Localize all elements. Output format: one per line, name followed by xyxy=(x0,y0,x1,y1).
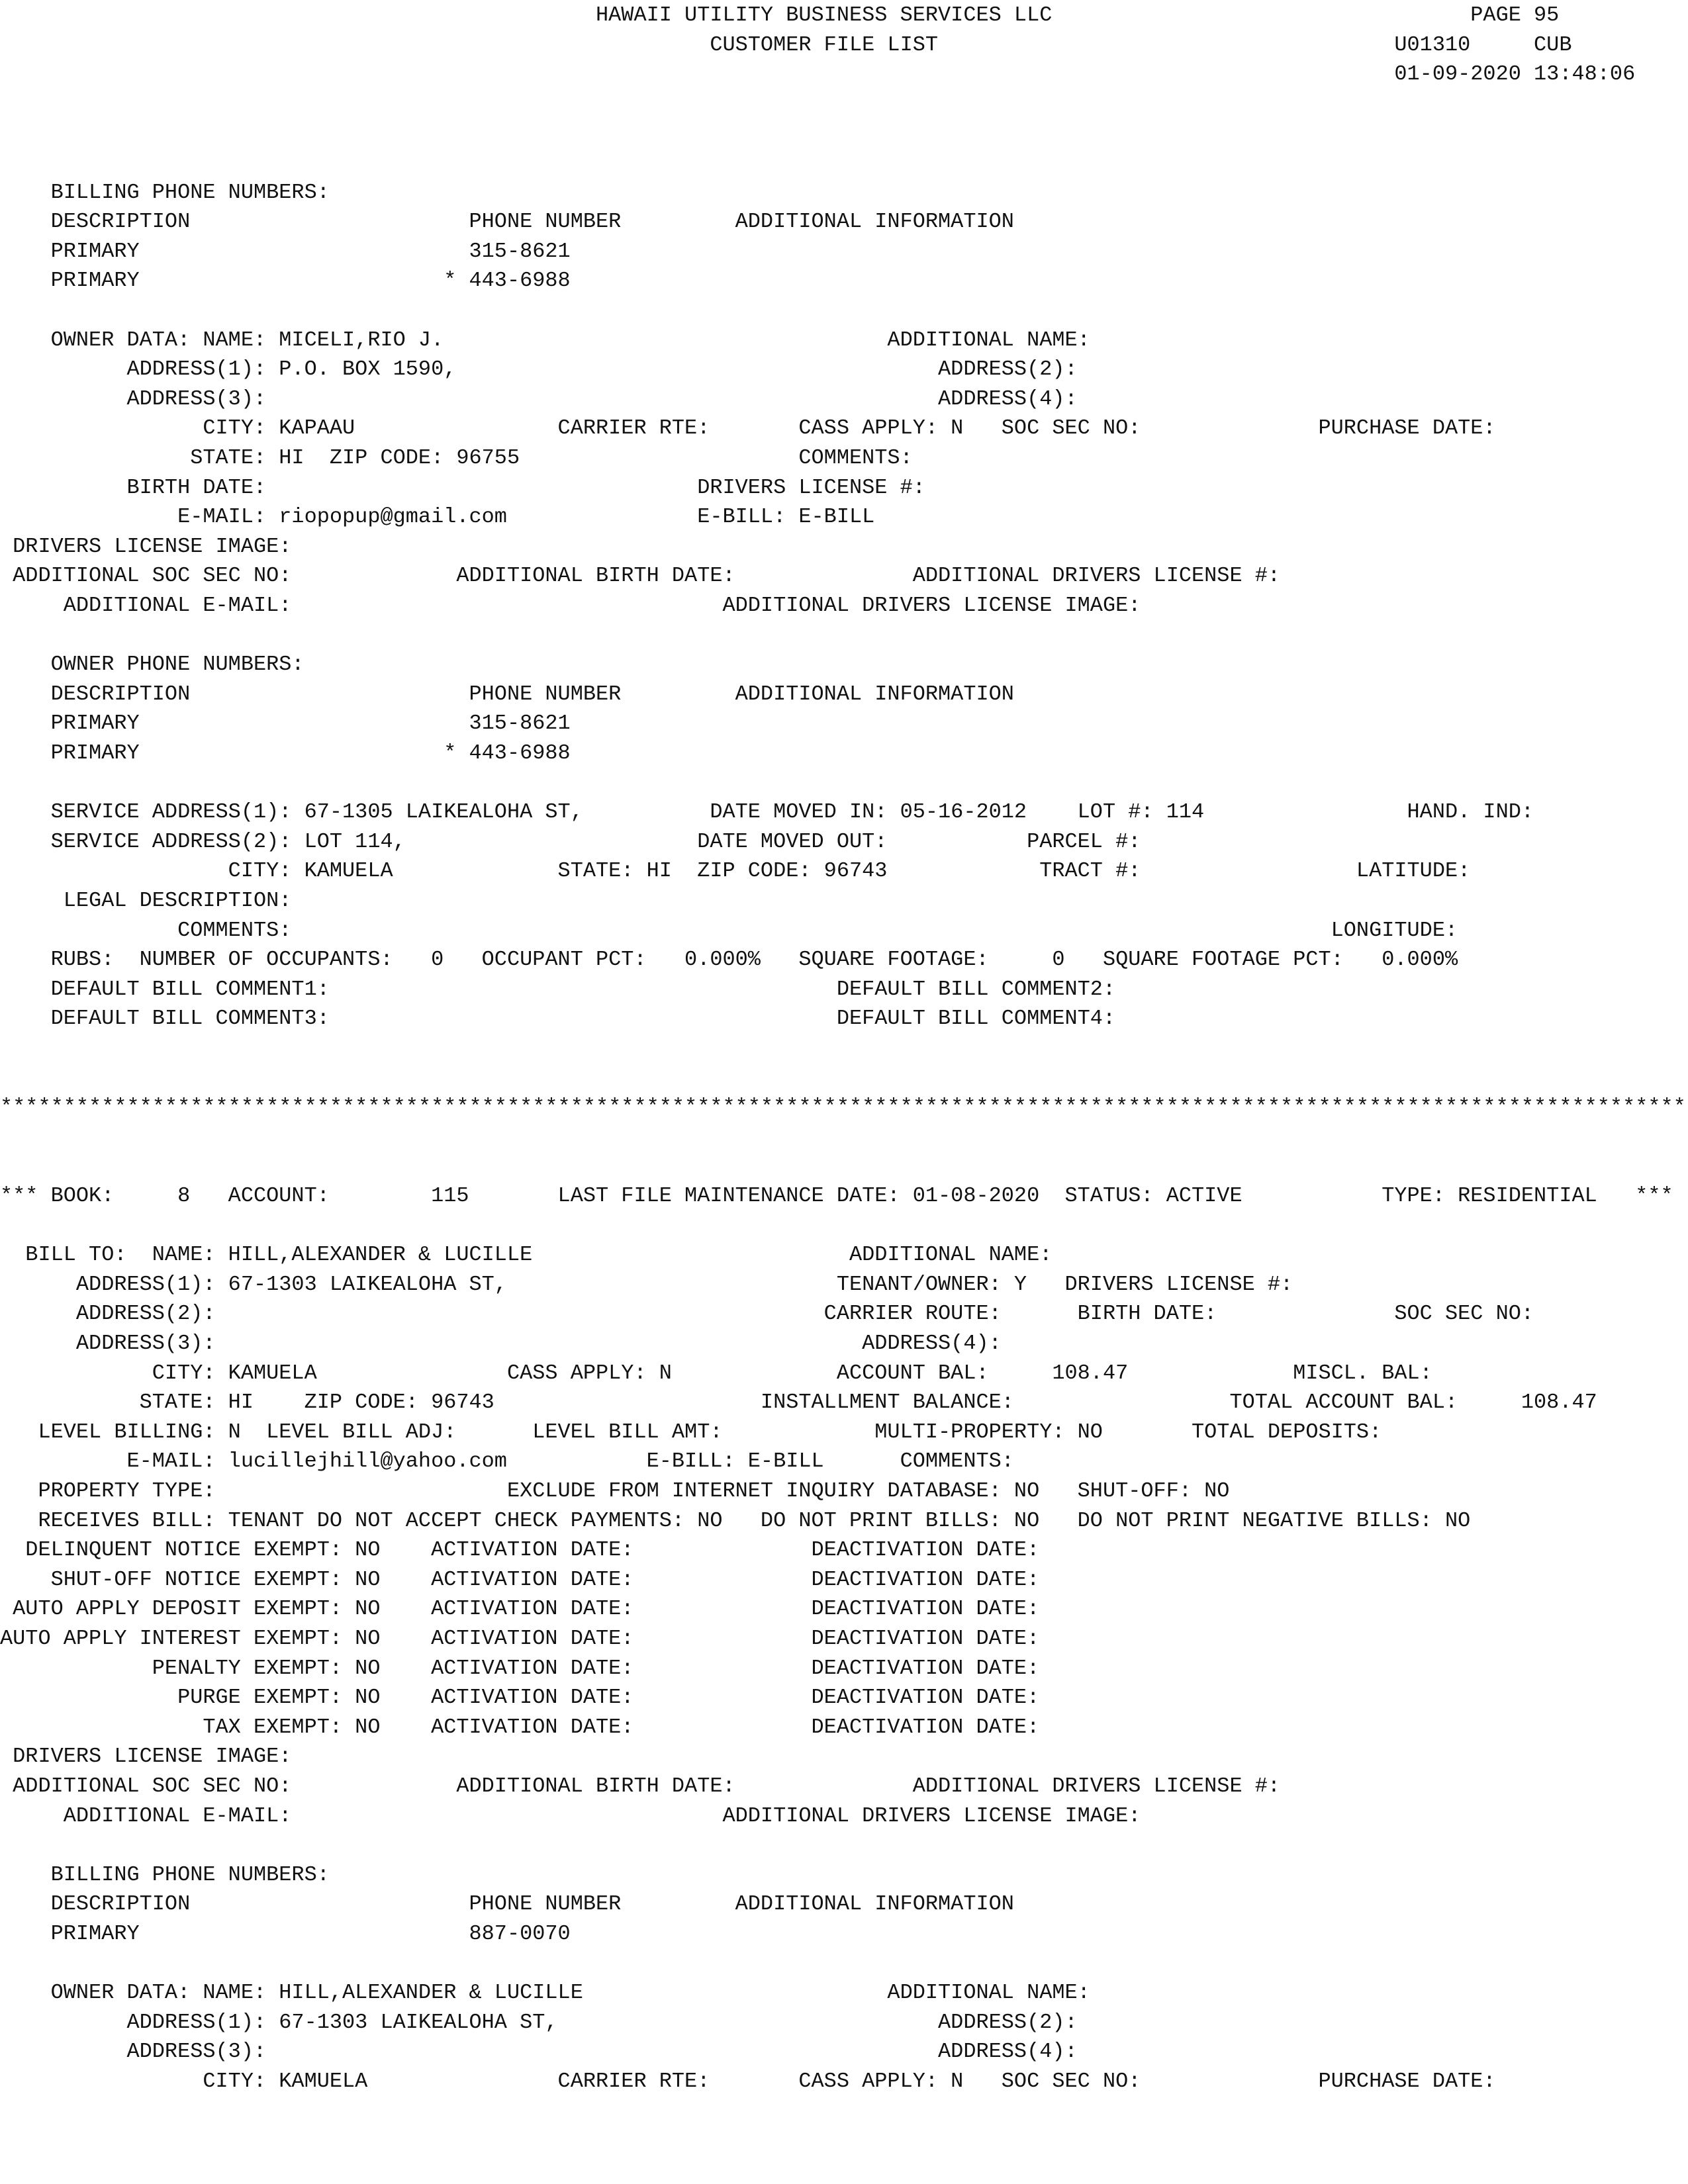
report-line: PRIMARY 315-8621 xyxy=(0,712,571,736)
report-line: BILL TO: NAME: HILL,ALEXANDER & LUCILLE ADDITIONAL NAME: xyxy=(0,1244,1053,1267)
report-line: ADDRESS(3): ADDRESS(4): xyxy=(0,1332,1002,1355)
report-line: RECEIVES BILL: TENANT DO NOT ACCEPT CHECK PAYMENTS: NO DO NOT PRINT BILLS: NO DO NOT PRINT NEGATIVE BILLS: NO xyxy=(0,1509,1471,1533)
report-line: HAWAII UTILITY BUSINESS SERVICES LLC PAGE 95 xyxy=(0,4,1560,27)
report-line: LEVEL BILLING: N LEVEL BILL ADJ: LEVEL BILL AMT: MULTI-PROPERTY: NO TOTAL DEPOSITS: xyxy=(0,1420,1382,1444)
report-line: AUTO APPLY INTEREST EXEMPT: NO ACTIVATION DATE: DEACTIVATION DATE: xyxy=(0,1627,1040,1651)
report-line: SERVICE ADDRESS(1): 67-1305 LAIKEALOHA ST, DATE MOVED IN: 05-16-2012 LOT #: 114 HAND. IND: xyxy=(0,801,1534,825)
report-line: RUBS: NUMBER OF OCCUPANTS: 0 OCCUPANT PCT: 0.000% SQUARE FOOTAGE: 0 SQUARE FOOTAGE PCT: 0.000% xyxy=(0,948,1458,972)
report-line: PRIMARY 887-0070 xyxy=(0,1923,571,1946)
report-line: 01-09-2020 13:48:06 xyxy=(0,63,1636,87)
report-line: PENALTY EXEMPT: NO ACTIVATION DATE: DEACTIVATION DATE: xyxy=(0,1657,1040,1680)
report-line: DRIVERS LICENSE IMAGE: xyxy=(0,1745,292,1769)
report-line: STATE: HI ZIP CODE: 96755 COMMENTS: xyxy=(0,447,913,470)
report-line: AUTO APPLY DEPOSIT EXEMPT: NO ACTIVATION DATE: DEACTIVATION DATE: xyxy=(0,1598,1040,1621)
report-line: CUSTOMER FILE LIST U01310 CUB xyxy=(0,33,1572,57)
report-line: OWNER DATA: NAME: HILL,ALEXANDER & LUCILLE ADDITIONAL NAME: xyxy=(0,1981,1090,2005)
report-line: STATE: HI ZIP CODE: 96743 INSTALLMENT BALANCE: TOTAL ACCOUNT BAL: 108.47 xyxy=(0,1391,1597,1415)
report-line: *** BOOK: 8 ACCOUNT: 115 LAST FILE MAINTENANCE DATE: 01-08-2020 STATUS: ACTIVE TYPE: RESIDENTIAL *** xyxy=(0,1185,1673,1208)
report-line: PRIMARY * 443-6988 xyxy=(0,269,571,293)
report-line: DESCRIPTION PHONE NUMBER ADDITIONAL INFORMATION xyxy=(0,682,1014,706)
report-line: ADDITIONAL SOC SEC NO: ADDITIONAL BIRTH DATE: ADDITIONAL DRIVERS LICENSE #: xyxy=(0,565,1281,588)
report-line: ADDRESS(1): P.O. BOX 1590, ADDRESS(2): xyxy=(0,358,1078,382)
report-line: ADDRESS(2): CARRIER ROUTE: BIRTH DATE: SOC SEC NO: xyxy=(0,1302,1534,1326)
report-line: ADDITIONAL E-MAIL: ADDITIONAL DRIVERS LICENSE IMAGE: xyxy=(0,594,1141,617)
report-line: OWNER PHONE NUMBERS: xyxy=(0,653,305,677)
report-line: CITY: KAMUELA STATE: HI ZIP CODE: 96743 TRACT #: LATITUDE: xyxy=(0,860,1471,884)
report-line: PRIMARY * 443-6988 xyxy=(0,742,571,765)
report-line: BILLING PHONE NUMBERS: xyxy=(0,181,330,205)
report-line: LEGAL DESCRIPTION: xyxy=(0,889,292,913)
report-line: DRIVERS LICENSE IMAGE: xyxy=(0,535,292,559)
report-line: E-MAIL: riopopup@gmail.com E-BILL: E-BILL xyxy=(0,506,875,529)
report-line: DESCRIPTION PHONE NUMBER ADDITIONAL INFORMATION xyxy=(0,1893,1014,1917)
report-line: ADDRESS(1): 67-1303 LAIKEALOHA ST, TENANT/OWNER: Y DRIVERS LICENSE #: xyxy=(0,1273,1293,1297)
report-line: BILLING PHONE NUMBERS: xyxy=(0,1863,330,1887)
report-line: ADDRESS(1): 67-1303 LAIKEALOHA ST, ADDRESS(2): xyxy=(0,2011,1078,2034)
report-line: PROPERTY TYPE: EXCLUDE FROM INTERNET INQUIRY DATABASE: NO SHUT-OFF: NO xyxy=(0,1480,1230,1503)
report-line: CITY: KAPAAU CARRIER RTE: CASS APPLY: N SOC SEC NO: PURCHASE DATE: xyxy=(0,417,1496,441)
report-line: PRIMARY 315-8621 xyxy=(0,240,571,263)
report-line: SHUT-OFF NOTICE EXEMPT: NO ACTIVATION DATE: DEACTIVATION DATE: xyxy=(0,1568,1040,1592)
report-line: PURGE EXEMPT: NO ACTIVATION DATE: DEACTIVATION DATE: xyxy=(0,1686,1040,1710)
report-line: ADDITIONAL SOC SEC NO: ADDITIONAL BIRTH DATE: ADDITIONAL DRIVERS LICENSE #: xyxy=(0,1775,1281,1798)
report-line: E-MAIL: lucillejhill@yahoo.com E-BILL: E-BILL COMMENTS: xyxy=(0,1450,1014,1474)
report-line: ADDRESS(3): ADDRESS(4): xyxy=(0,387,1078,411)
report-line: ADDITIONAL E-MAIL: ADDITIONAL DRIVERS LICENSE IMAGE: xyxy=(0,1804,1141,1828)
report-line: TAX EXEMPT: NO ACTIVATION DATE: DEACTIVATION DATE: xyxy=(0,1715,1040,1739)
report-line: DEFAULT BILL COMMENT3: DEFAULT BILL COMMENT4: xyxy=(0,1007,1116,1031)
report-line: CITY: KAMUELA CASS APPLY: N ACCOUNT BAL: 108.47 MISCL. BAL: xyxy=(0,1361,1432,1385)
report-line: BIRTH DATE: DRIVERS LICENSE #: xyxy=(0,476,925,500)
report-line: DESCRIPTION PHONE NUMBER ADDITIONAL INFORMATION xyxy=(0,210,1014,234)
report-line: SERVICE ADDRESS(2): LOT 114, DATE MOVED OUT: PARCEL #: xyxy=(0,830,1141,854)
report-line: OWNER DATA: NAME: MICELI,RIO J. ADDITIONAL NAME: xyxy=(0,328,1090,352)
report-line: COMMENTS: LONGITUDE: xyxy=(0,919,1458,942)
report-line: CITY: KAMUELA CARRIER RTE: CASS APPLY: N SOC SEC NO: PURCHASE DATE: xyxy=(0,2070,1496,2093)
report-line: ADDRESS(3): ADDRESS(4): xyxy=(0,2040,1078,2064)
report-line: ************************************************************************************************************************************* xyxy=(0,1096,1686,1120)
report-line: DELINQUENT NOTICE EXEMPT: NO ACTIVATION DATE: DEACTIVATION DATE: xyxy=(0,1539,1040,1563)
report-line: DEFAULT BILL COMMENT1: DEFAULT BILL COMMENT2: xyxy=(0,978,1116,1001)
